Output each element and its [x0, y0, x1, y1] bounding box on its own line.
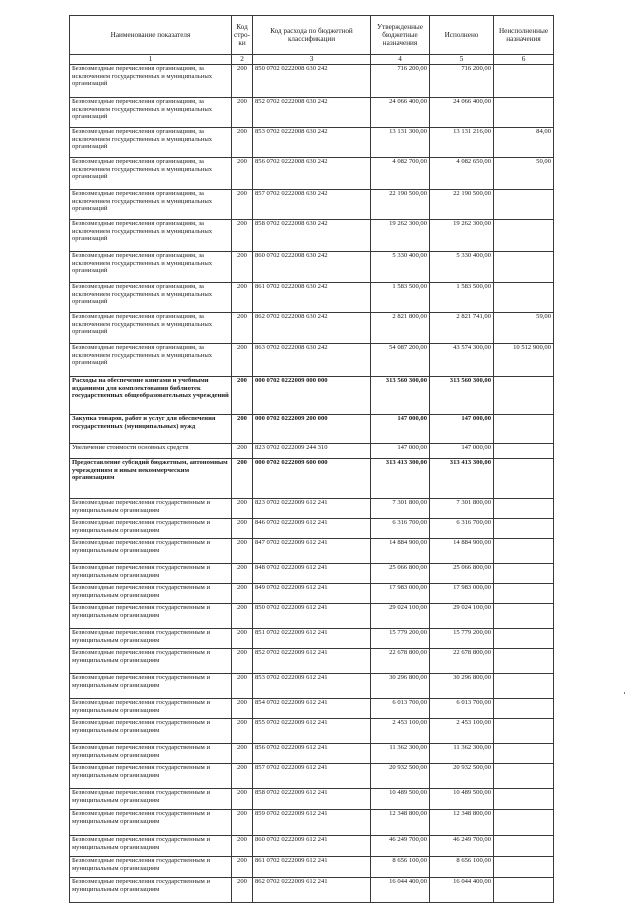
table-cell-approved: 147 000,00 — [371, 415, 430, 444]
table-cell-executed: 2 453 100,00 — [430, 719, 494, 744]
table-cell-code: 200 — [232, 499, 253, 519]
table-cell-unexecuted — [494, 283, 554, 313]
table-cell-unexecuted — [494, 65, 554, 98]
table-cell-approved: 16 044 400,00 — [371, 878, 430, 903]
table-cell-approved: 30 296 800,00 — [371, 674, 430, 699]
table-cell-unexecuted — [494, 190, 554, 220]
table-cell-approved: 7 301 800,00 — [371, 499, 430, 519]
table-cell-executed: 7 301 800,00 — [430, 499, 494, 519]
table-cell-classification: 851 0702 0222009 612 241 — [253, 629, 371, 649]
table-cell-code: 200 — [232, 158, 253, 190]
column-number-row — [70, 55, 554, 65]
table-row — [70, 744, 554, 764]
table-row — [70, 415, 554, 444]
table-cell-code: 200 — [232, 836, 253, 857]
table-cell-approved: 13 131 300,00 — [371, 128, 430, 158]
table-cell-executed: 12 348 800,00 — [430, 810, 494, 836]
table-cell-executed: 6 013 700,00 — [430, 699, 494, 719]
table-cell-approved: 19 262 300,00 — [371, 220, 430, 252]
table-cell-executed: 313 413 300,00 — [430, 459, 494, 499]
table-cell-classification: 848 0702 0222009 612 241 — [253, 564, 371, 584]
table-cell-classification: 823 0702 0222009 244 310 — [253, 444, 371, 459]
header-code: Код стро-ки — [232, 16, 253, 55]
table-cell-approved: 11 362 300,00 — [371, 744, 430, 764]
table-cell-unexecuted — [494, 539, 554, 564]
table-cell-code: 200 — [232, 519, 253, 539]
table-cell-executed: 24 066 400,00 — [430, 98, 494, 128]
table-cell-unexecuted — [494, 744, 554, 764]
table-cell-approved: 6 013 700,00 — [371, 699, 430, 719]
table-cell-approved: 12 348 800,00 — [371, 810, 430, 836]
table-cell-approved: 2 453 100,00 — [371, 719, 430, 744]
table-cell-approved: 6 316 700,00 — [371, 519, 430, 539]
table-cell-code: 200 — [232, 584, 253, 604]
table-cell-classification: 852 0702 0222009 612 241 — [253, 649, 371, 674]
column-number: 2 — [232, 55, 253, 65]
table-cell-classification: 858 0702 0222009 612 241 — [253, 789, 371, 810]
table-cell-name: Расходы на обеспечение книгами и учебными изданиями для комплектования библиотек государственных общеобразовательных учреждений — [70, 377, 232, 415]
table-cell-unexecuted — [494, 878, 554, 903]
table-cell-executed: 313 560 300,00 — [430, 377, 494, 415]
table-cell-classification: 823 0702 0222009 612 241 — [253, 499, 371, 519]
table-cell-unexecuted — [494, 810, 554, 836]
table-cell-name: Безвозмездные перечисления государственным и муниципальным организациям — [70, 539, 232, 564]
table-cell-unexecuted: 84,00 — [494, 128, 554, 158]
table-cell-code: 200 — [232, 65, 253, 98]
table-row — [70, 128, 554, 158]
table-row — [70, 719, 554, 744]
table-cell-approved: 22 190 500,00 — [371, 190, 430, 220]
table-cell-code: 200 — [232, 459, 253, 499]
table-cell-name: Безвозмездные перечисления организациям, за исключением государственных и муниципальных организаций — [70, 283, 232, 313]
table-cell-classification: 857 0702 0222009 612 241 — [253, 764, 371, 789]
table-cell-unexecuted — [494, 377, 554, 415]
table-cell-name: Закупка товаров, работ и услуг для обеспечения государственных (муниципальных) нужд — [70, 415, 232, 444]
table-cell-classification: 000 0702 0222009 600 000 — [253, 459, 371, 499]
table-cell-executed: 22 190 500,00 — [430, 190, 494, 220]
table-cell-code: 200 — [232, 674, 253, 699]
table-cell-classification: 850 0702 0222009 612 241 — [253, 604, 371, 629]
table-cell-unexecuted — [494, 584, 554, 604]
column-number: 5 — [430, 55, 494, 65]
table-cell-approved: 147 000,00 — [371, 444, 430, 459]
table-cell-unexecuted — [494, 857, 554, 878]
table-cell-executed: 29 024 100,00 — [430, 604, 494, 629]
table-row — [70, 604, 554, 629]
table-cell-classification: 852 0702 0222008 630 242 — [253, 98, 371, 128]
table-cell-name: Безвозмездные перечисления государственным и муниципальным организациям — [70, 499, 232, 519]
table-cell-code: 200 — [232, 649, 253, 674]
table-cell-executed: 147 000,00 — [430, 415, 494, 444]
table-cell-approved: 24 066 400,00 — [371, 98, 430, 128]
table-cell-name: Безвозмездные перечисления государственным и муниципальным организациям — [70, 878, 232, 903]
table-cell-unexecuted — [494, 444, 554, 459]
table-cell-classification: 861 0702 0222008 630 242 — [253, 283, 371, 313]
table-cell-executed: 30 296 800,00 — [430, 674, 494, 699]
table-cell-name: Безвозмездные перечисления государственным и муниципальным организациям — [70, 810, 232, 836]
table-cell-name: Безвозмездные перечисления государственным и муниципальным организациям — [70, 519, 232, 539]
table-cell-code: 200 — [232, 444, 253, 459]
table-cell-code: 200 — [232, 744, 253, 764]
table-row — [70, 158, 554, 190]
table-row — [70, 283, 554, 313]
table-cell-approved: 29 024 100,00 — [371, 604, 430, 629]
table-cell-code: 200 — [232, 220, 253, 252]
column-number: 1 — [70, 55, 232, 65]
table-cell-code: 200 — [232, 313, 253, 344]
table-cell-code: 200 — [232, 719, 253, 744]
table-cell-name: Безвозмездные перечисления государственным и муниципальным организациям — [70, 699, 232, 719]
table-cell-executed: 16 044 400,00 — [430, 878, 494, 903]
table-row — [70, 584, 554, 604]
table-row — [70, 629, 554, 649]
table-cell-name: Безвозмездные перечисления государственным и муниципальным организациям — [70, 719, 232, 744]
table-cell-classification: 853 0702 0222008 630 242 — [253, 128, 371, 158]
table-cell-name: Безвозмездные перечисления государственным и муниципальным организациям — [70, 674, 232, 699]
table-cell-executed: 15 779 200,00 — [430, 629, 494, 649]
scan-speck — [624, 692, 625, 694]
table-cell-classification: 860 0702 0222008 630 242 — [253, 252, 371, 283]
table-cell-code: 200 — [232, 98, 253, 128]
table-cell-executed: 5 330 400,00 — [430, 252, 494, 283]
table-cell-approved: 54 087 200,00 — [371, 344, 430, 377]
table-cell-code: 200 — [232, 810, 253, 836]
table-cell-approved: 8 656 100,00 — [371, 857, 430, 878]
table-row — [70, 252, 554, 283]
header-classification: Код расхода по бюджетной классификации — [253, 16, 371, 55]
table-cell-executed: 8 656 100,00 — [430, 857, 494, 878]
table-cell-executed: 2 821 741,00 — [430, 313, 494, 344]
table-cell-approved: 716 200,00 — [371, 65, 430, 98]
table-row — [70, 499, 554, 519]
table-cell-approved: 5 330 400,00 — [371, 252, 430, 283]
table-row — [70, 836, 554, 857]
table-row — [70, 344, 554, 377]
table-row — [70, 444, 554, 459]
table-cell-name: Безвозмездные перечисления организациям, за исключением государственных и муниципальных организаций — [70, 190, 232, 220]
table-cell-code: 200 — [232, 252, 253, 283]
table-cell-name: Безвозмездные перечисления государственным и муниципальным организациям — [70, 564, 232, 584]
table-cell-approved: 14 884 900,00 — [371, 539, 430, 564]
table-cell-classification: 853 0702 0222009 612 241 — [253, 674, 371, 699]
table-cell-name: Безвозмездные перечисления государственным и муниципальным организациям — [70, 744, 232, 764]
table-cell-classification: 000 0702 0222009 200 000 — [253, 415, 371, 444]
header-approved: Утвержденные бюджетные назначения — [371, 16, 430, 55]
table-cell-classification: 854 0702 0222009 612 241 — [253, 699, 371, 719]
table-cell-code: 200 — [232, 539, 253, 564]
table-cell-code: 200 — [232, 604, 253, 629]
table-cell-classification: 000 0702 0222009 000 000 — [253, 377, 371, 415]
table-cell-unexecuted — [494, 836, 554, 857]
table-cell-name: Безвозмездные перечисления организациям, за исключением государственных и муниципальных организаций — [70, 220, 232, 252]
header-name: Наименование показателя — [70, 16, 232, 55]
column-number: 6 — [494, 55, 554, 65]
table-cell-code: 200 — [232, 128, 253, 158]
table-row — [70, 789, 554, 810]
table-row — [70, 377, 554, 415]
table-row — [70, 878, 554, 903]
table-row — [70, 519, 554, 539]
table-cell-classification: 846 0702 0222009 612 241 — [253, 519, 371, 539]
table-cell-name: Безвозмездные перечисления государственным и муниципальным организациям — [70, 857, 232, 878]
table-cell-approved: 1 583 500,00 — [371, 283, 430, 313]
header-unexecuted: Неисполненные назначения — [494, 16, 554, 55]
table-cell-classification: 863 0702 0222008 630 242 — [253, 344, 371, 377]
table-cell-code: 200 — [232, 344, 253, 377]
table-row — [70, 810, 554, 836]
table-cell-code: 200 — [232, 415, 253, 444]
table-cell-unexecuted — [494, 564, 554, 584]
table-cell-name: Безвозмездные перечисления организациям, за исключением государственных и муниципальных организаций — [70, 344, 232, 377]
table-cell-approved: 313 560 300,00 — [371, 377, 430, 415]
table-cell-classification: 855 0702 0222009 612 241 — [253, 719, 371, 744]
table-cell-executed: 25 066 800,00 — [430, 564, 494, 584]
column-number: 4 — [371, 55, 430, 65]
table-cell-executed: 14 884 900,00 — [430, 539, 494, 564]
table-cell-unexecuted — [494, 459, 554, 499]
table-cell-executed: 22 678 800,00 — [430, 649, 494, 674]
table-cell-approved: 46 249 700,00 — [371, 836, 430, 857]
table-cell-approved: 17 983 000,00 — [371, 584, 430, 604]
table-row — [70, 764, 554, 789]
table-row — [70, 699, 554, 719]
table-cell-unexecuted — [494, 629, 554, 649]
table-header-row — [70, 16, 554, 55]
table-cell-classification: 859 0702 0222009 612 241 — [253, 810, 371, 836]
table-row — [70, 220, 554, 252]
table-cell-approved: 313 413 300,00 — [371, 459, 430, 499]
table-cell-name: Безвозмездные перечисления организациям, за исключением государственных и муниципальных организаций — [70, 158, 232, 190]
table-cell-unexecuted — [494, 604, 554, 629]
table-cell-executed: 10 489 500,00 — [430, 789, 494, 810]
table-row — [70, 459, 554, 499]
table-cell-unexecuted: 10 512 900,00 — [494, 344, 554, 377]
table-cell-executed: 1 583 500,00 — [430, 283, 494, 313]
table-cell-executed: 17 983 000,00 — [430, 584, 494, 604]
table-row — [70, 674, 554, 699]
table-cell-unexecuted — [494, 519, 554, 539]
table-cell-approved: 20 932 500,00 — [371, 764, 430, 789]
table-row — [70, 649, 554, 674]
table-cell-name: Безвозмездные перечисления организациям, за исключением государственных и муниципальных организаций — [70, 128, 232, 158]
table-cell-classification: 850 0702 0222008 630 242 — [253, 65, 371, 98]
table-row — [70, 564, 554, 584]
table-cell-classification: 862 0702 0222009 612 241 — [253, 878, 371, 903]
table-cell-executed: 6 316 700,00 — [430, 519, 494, 539]
table-cell-classification: 858 0702 0222008 630 242 — [253, 220, 371, 252]
table-cell-code: 200 — [232, 190, 253, 220]
table-cell-name: Безвозмездные перечисления организациям, за исключением государственных и муниципальных организаций — [70, 313, 232, 344]
table-cell-unexecuted: 59,00 — [494, 313, 554, 344]
table-cell-unexecuted — [494, 764, 554, 789]
table-cell-name: Предоставление субсидий бюджетным, автономным учреждениям и иным некоммерческим организациям — [70, 459, 232, 499]
table-cell-name: Безвозмездные перечисления государственным и муниципальным организациям — [70, 584, 232, 604]
table-cell-classification: 847 0702 0222009 612 241 — [253, 539, 371, 564]
table-cell-name: Безвозмездные перечисления государственным и муниципальным организациям — [70, 649, 232, 674]
table-cell-executed: 13 131 216,00 — [430, 128, 494, 158]
column-number: 3 — [253, 55, 371, 65]
table-cell-unexecuted — [494, 220, 554, 252]
table-cell-approved: 15 779 200,00 — [371, 629, 430, 649]
table-cell-code: 200 — [232, 564, 253, 584]
table-cell-executed: 43 574 300,00 — [430, 344, 494, 377]
header-executed: Исполнено — [430, 16, 494, 55]
table-cell-classification: 856 0702 0222008 630 242 — [253, 158, 371, 190]
table-cell-code: 200 — [232, 878, 253, 903]
table-cell-executed: 716 200,00 — [430, 65, 494, 98]
table-cell-name: Безвозмездные перечисления организациям, за исключением государственных и муниципальных организаций — [70, 252, 232, 283]
table-cell-unexecuted — [494, 699, 554, 719]
table-cell-classification: 857 0702 0222008 630 242 — [253, 190, 371, 220]
budget-execution-table — [69, 15, 554, 903]
table-cell-code: 200 — [232, 283, 253, 313]
table-cell-unexecuted — [494, 674, 554, 699]
table-cell-code: 200 — [232, 857, 253, 878]
table-cell-unexecuted — [494, 415, 554, 444]
table-cell-approved: 25 066 800,00 — [371, 564, 430, 584]
table-cell-unexecuted — [494, 719, 554, 744]
table-cell-unexecuted: 50,00 — [494, 158, 554, 190]
table-cell-approved: 4 082 700,00 — [371, 158, 430, 190]
table-cell-executed: 4 082 650,00 — [430, 158, 494, 190]
table-cell-classification: 856 0702 0222009 612 241 — [253, 744, 371, 764]
table-cell-executed: 19 262 300,00 — [430, 220, 494, 252]
table-cell-unexecuted — [494, 789, 554, 810]
table-cell-approved: 10 489 500,00 — [371, 789, 430, 810]
table-cell-name: Безвозмездные перечисления государственным и муниципальным организациям — [70, 836, 232, 857]
table-cell-name: Увеличение стоимости основных средств — [70, 444, 232, 459]
table-cell-name: Безвозмездные перечисления организациям, за исключением государственных и муниципальных организаций — [70, 65, 232, 98]
table-cell-name: Безвозмездные перечисления государственным и муниципальным организациям — [70, 789, 232, 810]
table-cell-code: 200 — [232, 789, 253, 810]
table-row — [70, 539, 554, 564]
table-cell-name: Безвозмездные перечисления государственным и муниципальным организациям — [70, 604, 232, 629]
table-row — [70, 313, 554, 344]
table-cell-code: 200 — [232, 629, 253, 649]
table-row — [70, 857, 554, 878]
table-cell-code: 200 — [232, 377, 253, 415]
table-cell-executed: 11 362 300,00 — [430, 744, 494, 764]
table-cell-unexecuted — [494, 98, 554, 128]
table-cell-unexecuted — [494, 499, 554, 519]
table-cell-classification: 849 0702 0222009 612 241 — [253, 584, 371, 604]
table-cell-executed: 20 932 500,00 — [430, 764, 494, 789]
table-cell-unexecuted — [494, 252, 554, 283]
table-row — [70, 65, 554, 98]
table-cell-approved: 22 678 800,00 — [371, 649, 430, 674]
table-cell-name: Безвозмездные перечисления государственным и муниципальным организациям — [70, 629, 232, 649]
table-cell-executed: 147 000,00 — [430, 444, 494, 459]
table-cell-classification: 861 0702 0222009 612 241 — [253, 857, 371, 878]
table-cell-executed: 46 249 700,00 — [430, 836, 494, 857]
table-cell-code: 200 — [232, 699, 253, 719]
table-cell-unexecuted — [494, 649, 554, 674]
table-cell-name: Безвозмездные перечисления организациям, за исключением государственных и муниципальных организаций — [70, 98, 232, 128]
table-row — [70, 98, 554, 128]
table-row — [70, 190, 554, 220]
table-cell-classification: 860 0702 0222009 612 241 — [253, 836, 371, 857]
table-cell-name: Безвозмездные перечисления государственным и муниципальным организациям — [70, 764, 232, 789]
table-cell-code: 200 — [232, 764, 253, 789]
table-cell-approved: 2 821 800,00 — [371, 313, 430, 344]
table-cell-classification: 862 0702 0222008 630 242 — [253, 313, 371, 344]
